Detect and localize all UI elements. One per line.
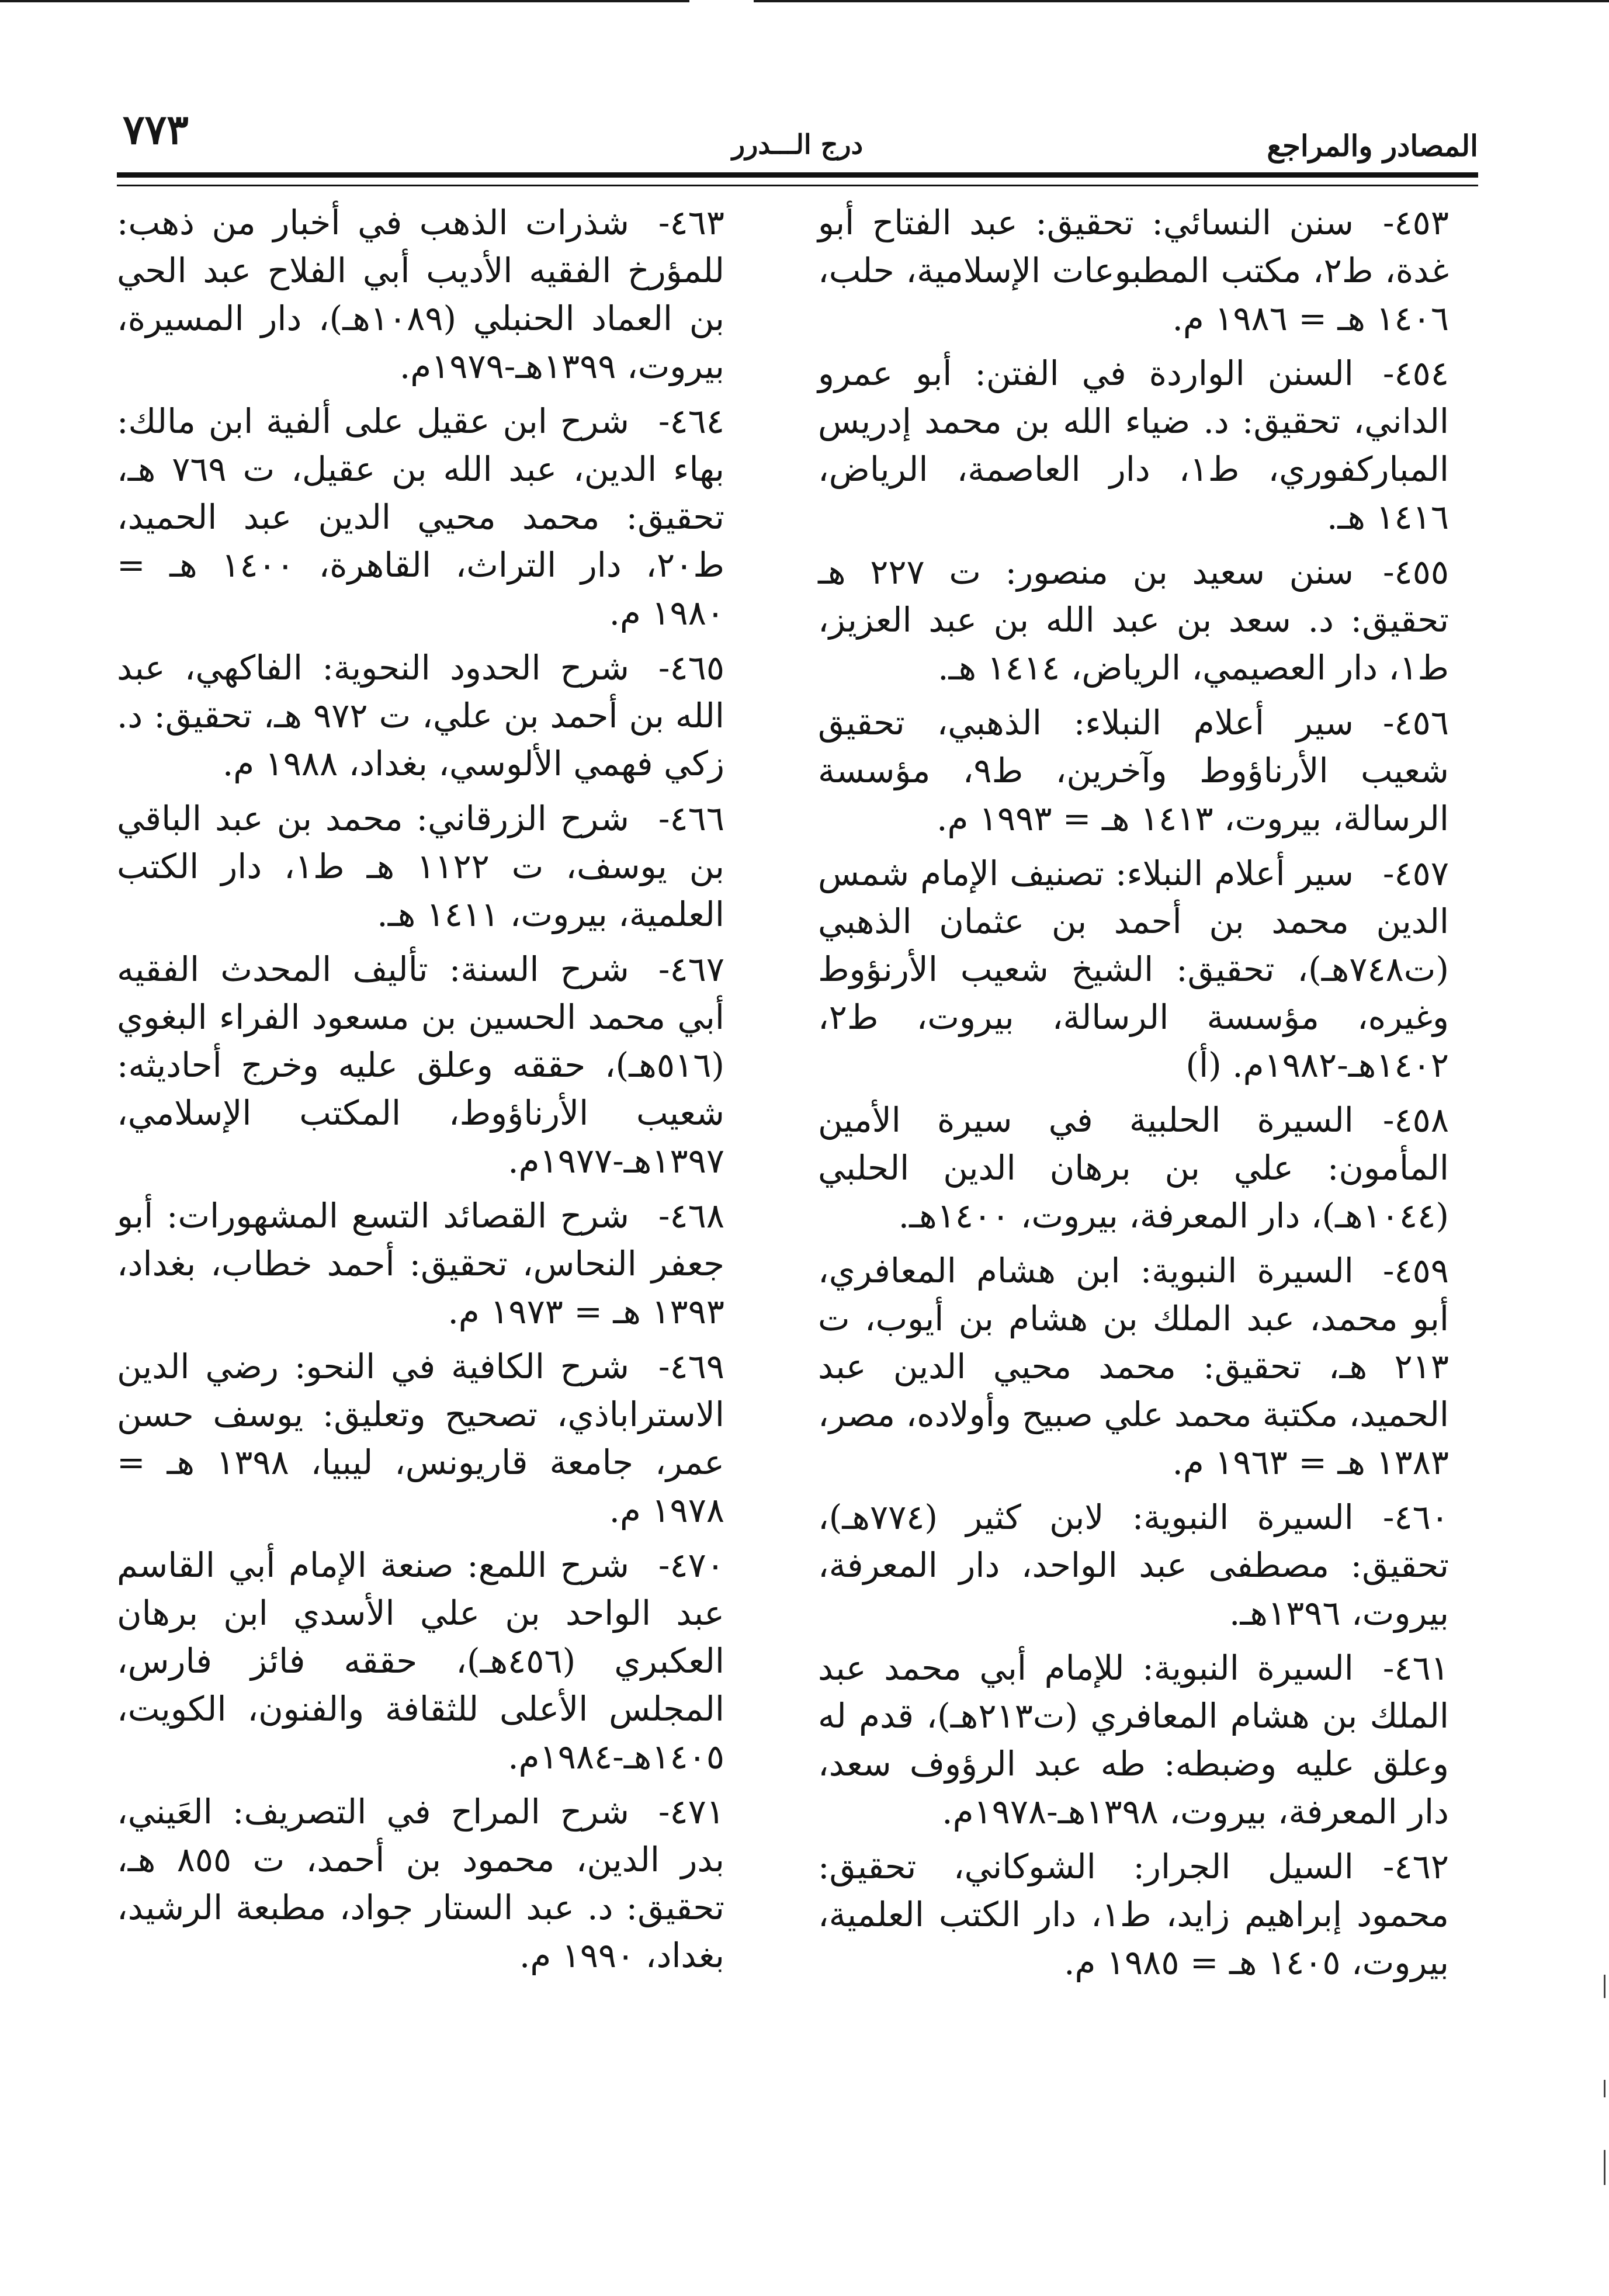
scan-margin-mark	[1604, 2080, 1605, 2097]
entry-number: ٤٦٤-	[658, 401, 724, 441]
entry-number: ٤٥٣-	[1382, 203, 1449, 242]
entry-text: سير أعلام النبلاء: الذهبي، تحقيق شعيب الأرناؤوط وآخرين، ط٩، مؤسسة الرسالة، بيروت، ١٤١٣ هـ = ١٩٩٣ م.	[818, 703, 1449, 838]
entry-text: السيرة النبوية: ابن هشام المعافري، أبو محمد، عبد الملك بن هشام بن أيوب، ت ٢١٣ هـ، تحقيق: محمد محيي الدين عبد الحميد، مكتبة محمد علي صبيح وأولاده، مصر، ١٣٨٣ هـ = ١٩٦٣ م.	[818, 1251, 1449, 1482]
reference-entry	[117, 644, 724, 788]
entry-text: شرح ابن عقيل على ألفية ابن مالك: بهاء الدين، عبد الله بن عقيل، ت ٧٦٩ هـ، تحقيق: محمد محيي الدين عبد الحميد، ط٢٠، دار التراث، القاهرة، ١٤٠٠ هـ = ١٩٨٠ م.	[117, 401, 725, 633]
right-column	[818, 199, 1449, 1993]
reference-entry	[117, 945, 724, 1185]
reference-entry	[818, 1247, 1449, 1486]
entry-number: ٤٦٥-	[658, 648, 724, 688]
reference-entry	[818, 1644, 1449, 1836]
entry-number: ٤٦٣-	[658, 203, 724, 242]
scan-margin-mark	[1604, 1975, 1605, 1998]
entry-text: شرح الحدود النحوية: الفاكهي، عبد الله بن أحمد بن علي، ت ٩٧٢ هـ، تحقيق: د. زكي فهمي الألوسي، بغداد، ١٩٨٨ م.	[117, 648, 724, 783]
entry-number: ٤٦٢-	[1382, 1847, 1449, 1886]
entry-text: شرح الكافية في النحو: رضي الدين الاستراباذي، تصحيح وتعليق: يوسف حسن عمر، جامعة قاريونس، ليبيا، ١٣٩٨ هـ = ١٩٧٨ م.	[117, 1347, 724, 1530]
entry-text: شرح القصائد التسع المشهورات: أبو جعفر النحاس، تحقيق: أحمد خطاب، بغداد، ١٣٩٣ هـ = ١٩٧٣ م.	[117, 1196, 724, 1331]
entry-text: شرح المراح في التصريف: العَيني، بدر الدين، محمود بن أحمد، ت ٨٥٥ هـ، تحقيق: د. عبد الستار جواد، مطبعة الرشيد، بغداد، ١٩٩٠ م.	[117, 1792, 724, 1975]
header-rule-thin	[117, 185, 1478, 186]
entry-number: ٤٦٩-	[658, 1347, 724, 1386]
entry-number: ٤٧٠-	[658, 1545, 724, 1585]
entry-text: السيل الجرار: الشوكاني، تحقيق: محمود إبراهيم زايد، ط١، دار الكتب العلمية، بيروت، ١٤٠٥ هـ = ١٩٨٥ م.	[818, 1847, 1449, 1982]
reference-entry	[818, 1843, 1449, 1986]
reference-entry	[818, 548, 1449, 692]
entry-text: السيرة النبوية: للإمام أبي محمد عبد الملك بن هشام المعافري (ت٢١٣هـ)، قدم له وعلق عليه وضبطه: طه عبد الرؤوف سعد، دار المعرفة، بيروت، ١٣٩٨هـ-١٩٧٨م.	[818, 1648, 1449, 1832]
entry-number: ٤٧١-	[658, 1792, 724, 1832]
entry-text: شرح اللمع: صنعة الإمام أبي القاسم عبد الواحد بن علي الأسدي ابن برهان العكبري (٤٥٦هـ)، حققه فائز فارس، المجلس الأعلى للثقافة والفنون، الكويت، ١٤٠٥هـ-١٩٨٤م.	[117, 1545, 724, 1777]
entry-number: ٤٥٦-	[1382, 703, 1449, 743]
running-header	[117, 105, 1478, 169]
entry-text: شذرات الذهب في أخبار من ذهب: للمؤرخ الفقيه الأديب أبي الفلاح عبد الحي بن العماد الحنبلي (١٠٨٩هـ)، دار المسيرة، بيروت، ١٣٩٩هـ-١٩٧٩م.	[117, 203, 724, 386]
entry-text: شرح الزرقاني: محمد بن عبد الباقي بن يوسف، ت ١١٢٢ هـ ط١، دار الكتب العلمية، بيروت، ١٤١١ هـ.	[117, 799, 724, 934]
reference-entry	[117, 1541, 724, 1781]
reference-entry	[117, 795, 724, 938]
entry-number: ٤٥٤-	[1382, 353, 1449, 393]
entry-number: ٤٦٧-	[658, 949, 724, 989]
scan-margin-mark	[1604, 2150, 1605, 2185]
reference-entry	[117, 397, 724, 637]
reference-entry	[818, 849, 1449, 1089]
entry-text: السيرة الحلبية في سيرة الأمين المأمون: علي بن برهان الدين الحلبي (١٠٤٤هـ)، دار المعرفة، بيروت، ١٤٠٠هـ.	[818, 1100, 1449, 1236]
scan-edge-left	[0, 0, 689, 2]
entry-number: ٤٦٠-	[1382, 1497, 1449, 1537]
reference-entry	[818, 199, 1449, 342]
page-number: ٧٧٣	[123, 105, 189, 154]
entry-number: ٤٦٨-	[658, 1196, 724, 1236]
header-rule-thick	[117, 172, 1478, 178]
entry-text: السنن الواردة في الفتن: أبو عمرو الداني، تحقيق: د. ضياء الله بن محمد إدريس المباركفوري، ط١، دار العاصمة، الرياض، ١٤١٦ هـ.	[818, 353, 1449, 537]
section-title: المصادر والمراجع	[1267, 129, 1478, 163]
reference-entry	[818, 1493, 1449, 1637]
reference-entry	[818, 349, 1449, 541]
reference-entry	[117, 1192, 724, 1336]
entry-text: شرح السنة: تأليف المحدث الفقيه أبي محمد الحسين بن مسعود الفراء البغوي (٥١٦هـ)، حققه وعلق عليه وخرج أحاديثه: شعيب الأرناؤوط، المكتب الإسلامي، ١٣٩٧هـ-١٩٧٧م.	[117, 949, 724, 1181]
reference-entry	[117, 199, 724, 390]
entry-number: ٤٦٦-	[658, 799, 724, 838]
entry-text: سير أعلام النبلاء: تصنيف الإمام شمس الدين محمد بن أحمد بن عثمان الذهبي (ت٧٤٨هـ)، تحقيق: الشيخ شعيب الأرنؤوط وغيره، مؤسسة الرسالة، بيروت، ط٢، ١٤٠٢هـ-١٩٨٢م. (أ)	[818, 854, 1449, 1085]
reference-entry	[117, 1343, 724, 1534]
entry-number: ٤٦١-	[1382, 1648, 1449, 1688]
entry-text: سنن سعيد بن منصور: ت ٢٢٧ هـ تحقيق: د. سعد بن عبد الله بن عبد العزيز، ط١، دار العصيمي، الرياض، ١٤١٤ هـ.	[818, 552, 1449, 688]
reference-entry	[818, 1096, 1449, 1240]
book-title: درج الـــدرر	[731, 129, 864, 160]
entry-number: ٤٥٨-	[1382, 1100, 1449, 1140]
reference-entry	[117, 1788, 724, 1979]
reference-entry	[818, 699, 1449, 842]
entry-text: سنن النسائي: تحقيق: عبد الفتاح أبو غدة، ط٢، مكتب المطبوعات الإسلامية، حلب، ١٤٠٦ هـ = ١٩٨٦ م.	[818, 203, 1449, 338]
entry-text: السيرة النبوية: لابن كثير (٧٧٤هـ)، تحقيق: مصطفى عبد الواحد، دار المعرفة، بيروت، ١٣٩٦هـ.	[818, 1497, 1449, 1633]
scan-edge-right	[754, 0, 1609, 2]
entry-number: ٤٥٧-	[1382, 854, 1449, 893]
entry-number: ٤٥٩-	[1382, 1251, 1449, 1291]
left-column	[117, 199, 724, 1986]
entry-number: ٤٥٥-	[1382, 552, 1450, 592]
